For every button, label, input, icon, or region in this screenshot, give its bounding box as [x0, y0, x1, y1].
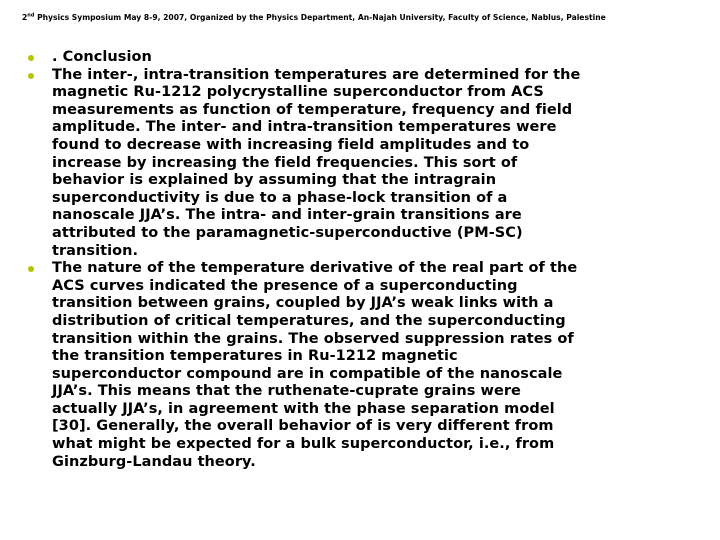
bullet-dot-icon: [28, 73, 34, 79]
text-line: transition between grains, coupled by JJA’s weak links with a: [52, 295, 554, 312]
text-line: increase by increasing the field frequencies. This sort of: [52, 154, 518, 171]
header-ordinal-suffix: nd: [27, 12, 35, 19]
text-line: nanoscale JJA’s. The intra- and inter-grain transitions are: [52, 207, 522, 224]
bullet-item-temperature-derivative: [28, 260, 688, 471]
text-line: distribution of critical temperatures, and the superconducting: [52, 312, 566, 329]
text-line: behavior is explained by assuming that the intragrain: [52, 172, 497, 189]
text-line: Ginzburg-Landau theory.: [52, 453, 256, 470]
bullet-item-transition-temperatures: [28, 67, 688, 261]
text-line: superconductor compound are in compatible of the nanoscale: [52, 365, 563, 382]
text-line: measurements as function of temperature, frequency and field: [52, 101, 573, 118]
text-line: found to decrease with increasing field amplitudes and to: [52, 136, 530, 153]
header-text: Physics Symposium May 8-9, 2007, Organized by the Physics Department, An-Najah University, Faculty of Science, Nablus, Palestine: [34, 13, 606, 22]
bullet-dot-icon: [28, 55, 34, 61]
text-line: JJA’s. This means that the ruthenate-cuprate grains were: [52, 383, 521, 400]
text-line: the transition temperatures in Ru-1212 magnetic: [52, 348, 458, 365]
text-line: transition within the grains. The observed suppression rates of: [52, 330, 574, 347]
text-line: attributed to the paramagnetic-superconductive (PM-SC): [52, 224, 523, 241]
bullet-text: [52, 67, 688, 261]
text-line: . Conclusion: [52, 49, 152, 65]
text-line: superconductivity is due to a phase-lock transition of a: [52, 189, 508, 206]
text-line: [30]. Generally, the overall behavior of is very different from: [52, 418, 554, 435]
text-line: The inter-, intra-transition temperatures are determined for the: [52, 66, 581, 83]
bullet-text: [52, 49, 688, 67]
text-line: transition.: [52, 242, 139, 259]
bullet-dot-icon: [28, 266, 34, 272]
text-line: actually JJA’s, in agreement with the phase separation model: [52, 400, 555, 417]
text-line: The nature of the temperature derivative of the real part of the: [52, 260, 578, 277]
text-line: ACS curves indicated the presence of a superconducting: [52, 277, 518, 294]
text-line: what might be expected for a bulk superconductor, i.e., from: [52, 436, 555, 453]
text-line: magnetic Ru-1212 polycrystalline superconductor from ACS: [52, 84, 544, 101]
bullet-list: [28, 49, 688, 471]
bullet-item-conclusion: [28, 49, 688, 67]
header-ordinal-number: 2: [22, 13, 28, 22]
text-line: amplitude. The inter- and intra-transition temperatures were: [52, 119, 557, 136]
bullet-text: [52, 260, 688, 471]
slide-header: [22, 13, 712, 23]
